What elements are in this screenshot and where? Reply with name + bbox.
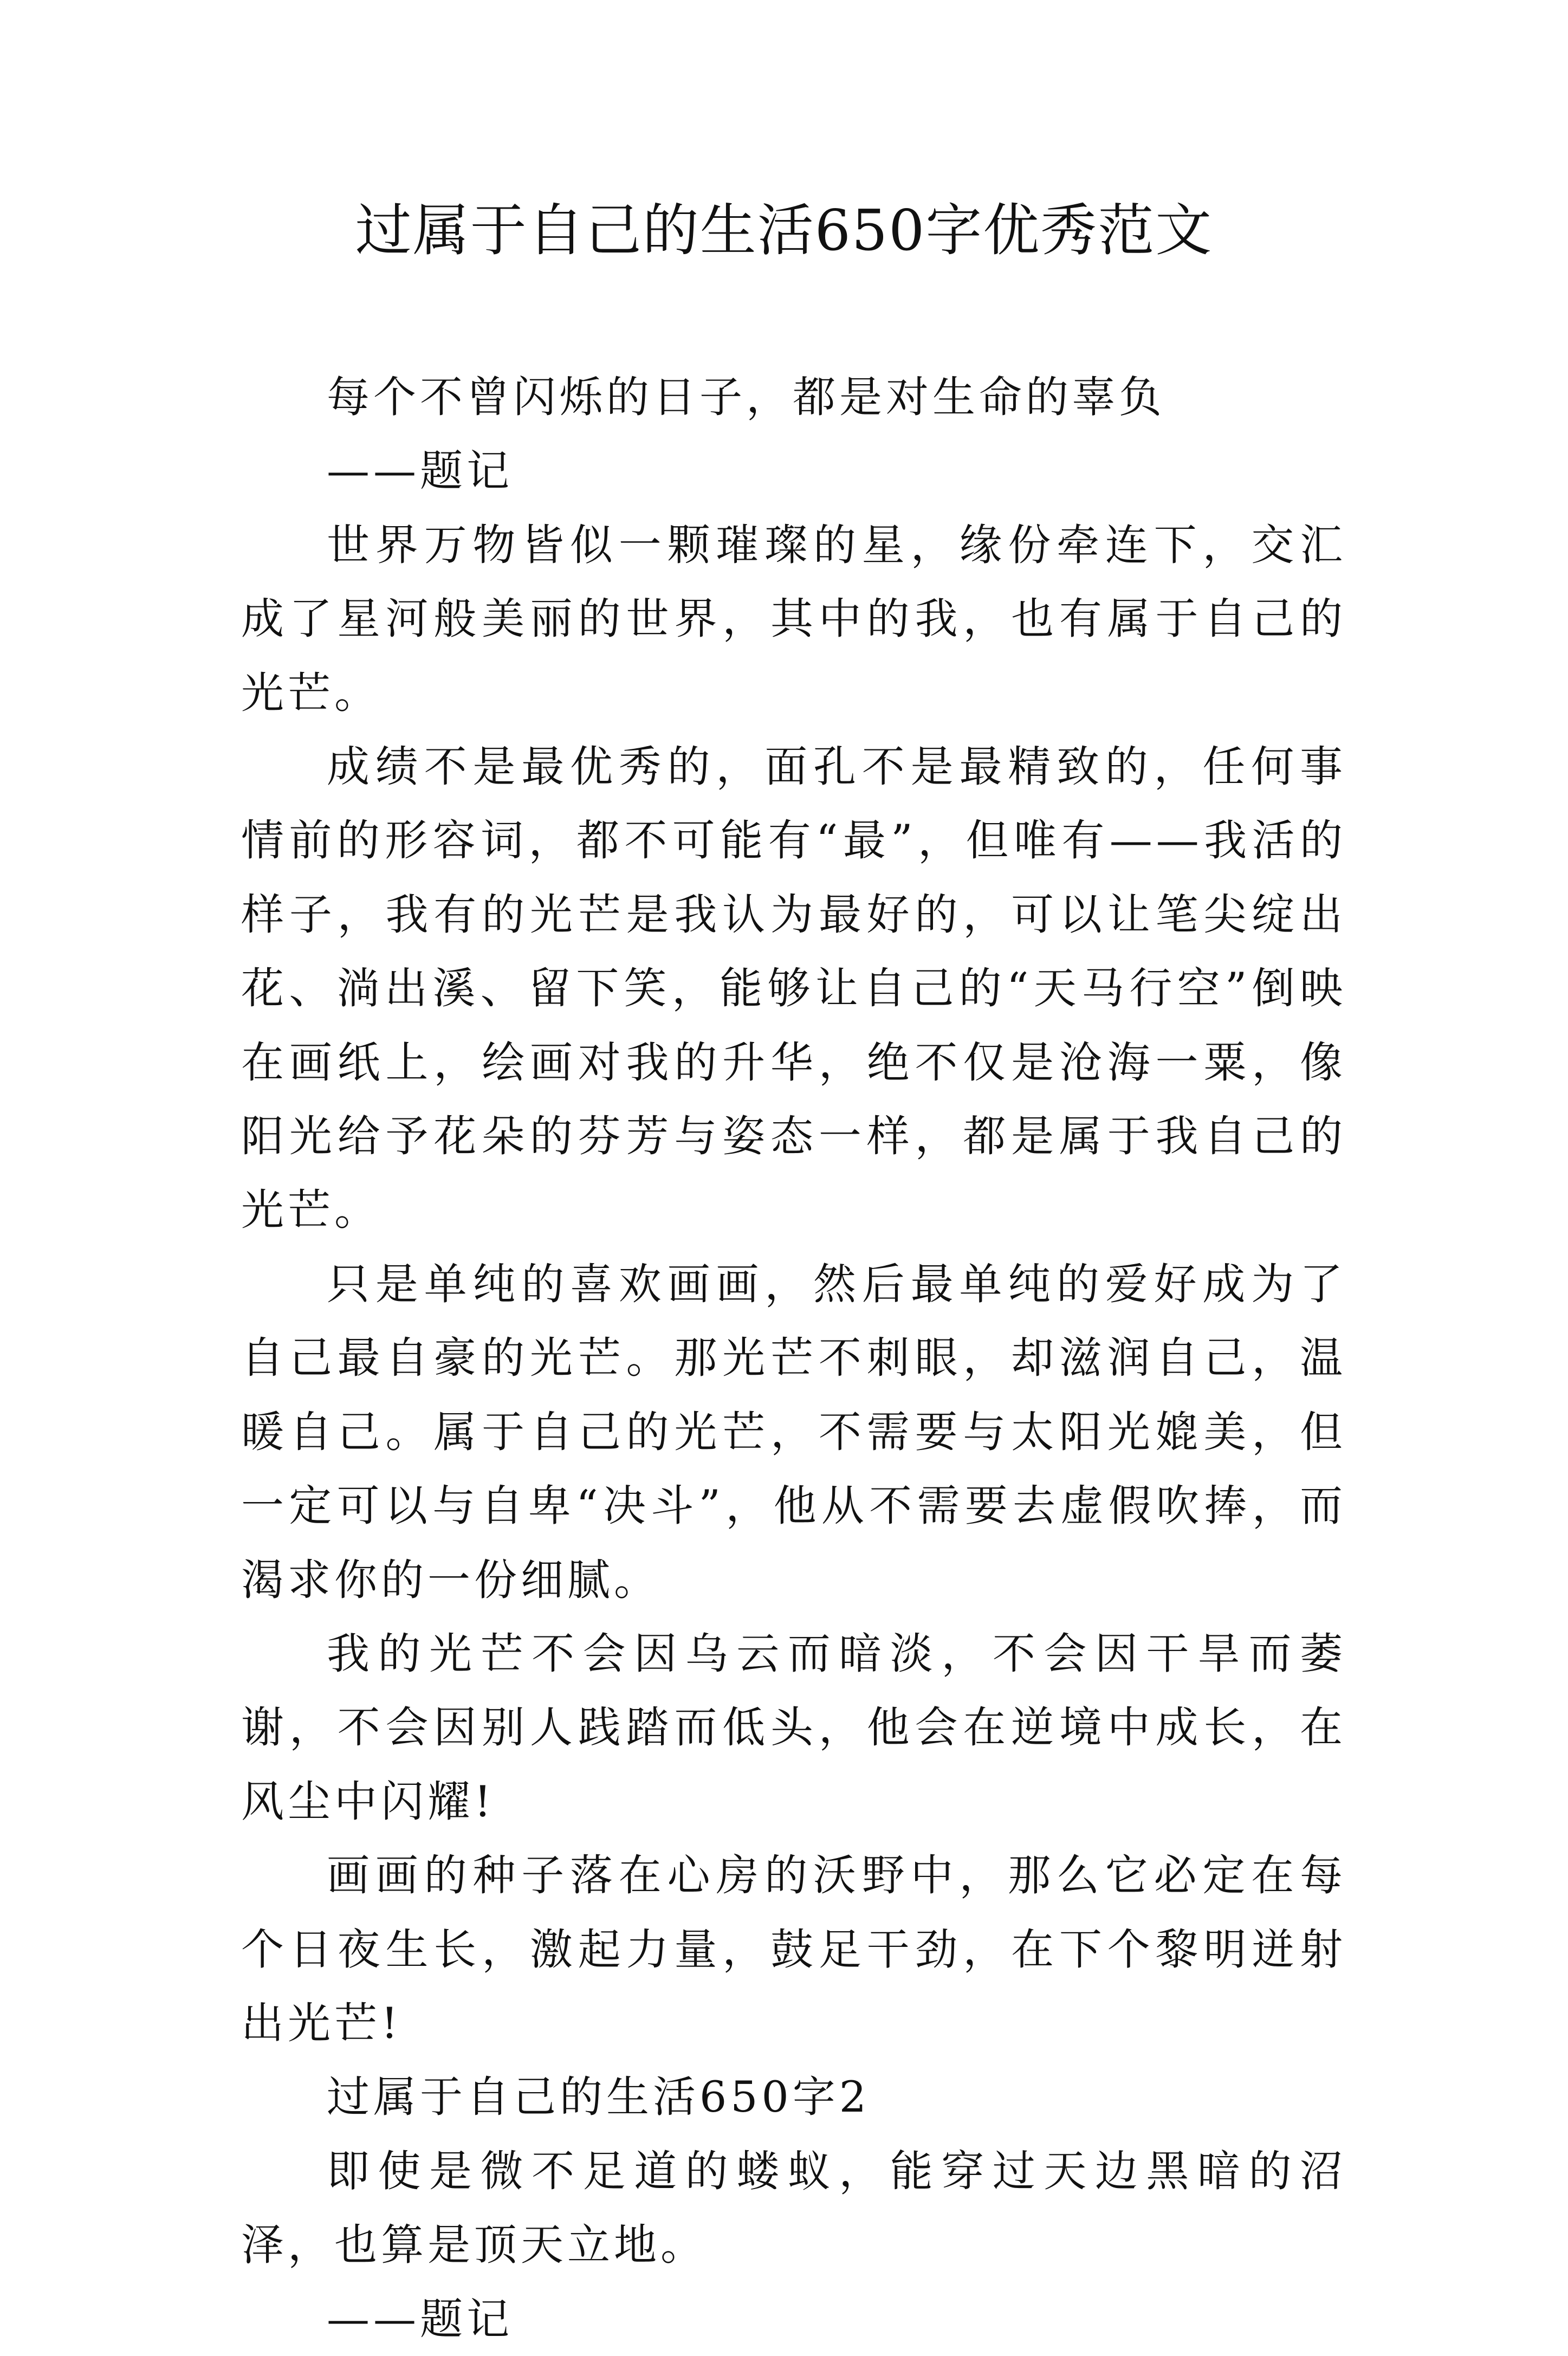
paragraph: 画画的种子落在心房的沃野中，那么它必定在每个日夜生长，激起力量，鼓足干劲，在下个黎明迸射出光芒! [241, 1850, 1346, 2048]
document-body [241, 360, 1346, 2356]
section-heading: 过属于自己的生活650字2 [327, 2072, 871, 2122]
paragraph: 即使是微不足道的蝼蚁，能穿过天边黑暗的沼泽，也算是顶天立地。 [241, 2146, 1346, 2270]
paragraph: 只是单纯的喜欢画画，然后最单纯的爱好成为了自己最自豪的光芒。那光芒不刺眼，却滋润自己，温暖自己。属于自己的光芒，不需要与太阳光媲美，但一定可以与自卑“决斗”，他从不需要去虚假吹捧，而渴求你的一份细腻。 [241, 1259, 1346, 1605]
paragraph: 每个不曾闪烁的日子，都是对生命的辜负 [327, 372, 1165, 422]
paragraph: ——题记 [327, 446, 513, 496]
paragraph: 我的光芒不会因乌云而暗淡，不会因干旱而萎谢，不会因别人践踏而低头，他会在逆境中成长，在风尘中闪耀! [241, 1628, 1346, 1827]
paragraph: 成绩不是最优秀的，面孔不是最精致的，任何事情前的形容词，都不可能有“最”，但唯有——我活的样子，我有的光芒是我认为最好的，可以让笔尖绽出花、淌出溪、留下笑，能够让自己的“天马行空”倒映在画纸上，绘画对我的升华，绝不仅是沧海一粟，像阳光给予花朵的芬芳与姿态一样，都是属于我自己的光芒。 [241, 742, 1346, 1235]
paragraph: ——题记 [327, 2294, 513, 2344]
document-title: 过属于自己的生活650字优秀范文 [355, 197, 1213, 263]
paragraph: 世界万物皆似一颗璀璨的星，缘份牵连下，交汇成了星河般美丽的世界，其中的我，也有属于自己的光芒。 [241, 520, 1346, 718]
